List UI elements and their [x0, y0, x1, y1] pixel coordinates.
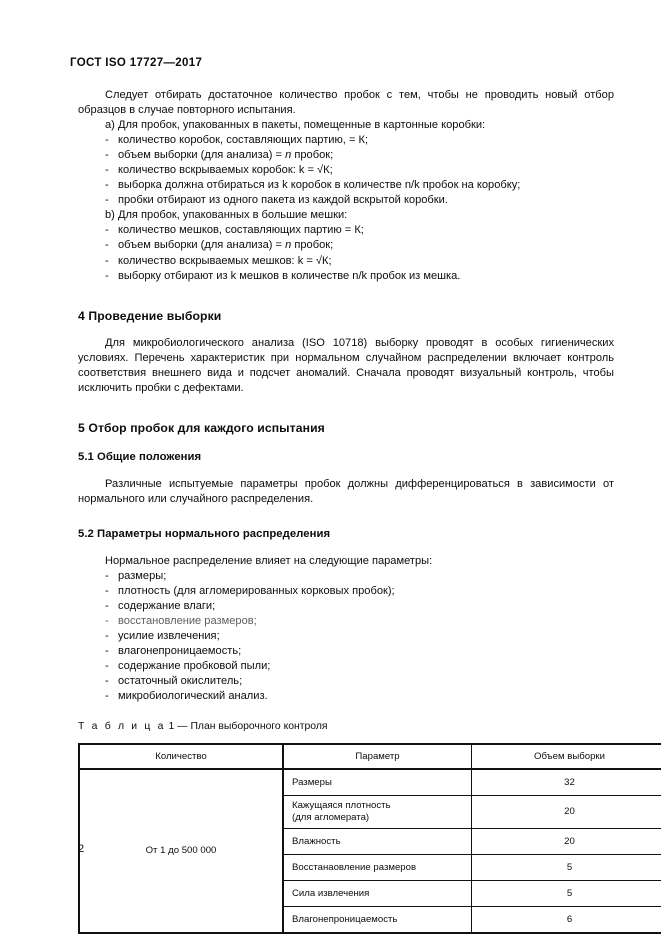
list-item-text: остаточный окислитель;	[118, 675, 243, 688]
list-item-text: влагонепроницаемость;	[118, 645, 242, 658]
section-5-2-parameter-list	[78, 569, 614, 704]
list-item-text: размеры;	[118, 569, 167, 582]
list-item-text: восстановление размеров;	[118, 615, 257, 628]
list-item-text: содержание пробковой пыли;	[118, 660, 271, 673]
section-5-2-heading: 5.2 Параметры нормального распределения	[78, 527, 331, 540]
dash-bullet: -	[105, 239, 109, 252]
list-a-label: a) Для пробок, упакованных в пакеты, помещенные в картонные коробки:	[105, 119, 486, 132]
dash-bullet: -	[105, 645, 109, 658]
table-caption-label: Т а б л и ц а	[78, 721, 166, 733]
list-item-text: выборку отбирают из k мешков в количестве n/k пробок из мешка.	[118, 269, 461, 282]
list-item	[78, 163, 614, 178]
table-header	[79, 744, 661, 769]
dash-bullet: -	[105, 179, 109, 192]
cell-sample-size: 6	[472, 907, 661, 934]
cell-sample-size: 20	[472, 796, 661, 829]
list-item-text: количество вскрываемых мешков: k = √К;	[118, 254, 332, 267]
dash-bullet: -	[105, 254, 109, 267]
list-item	[78, 629, 614, 644]
cell-parameter: Влагонепроницаемость	[283, 907, 472, 934]
column-header-sample-size: Объем выборки	[472, 744, 661, 769]
dash-bullet: -	[105, 630, 109, 643]
table-body	[79, 769, 661, 933]
list-item-text: количество вскрываемых коробок: k = √К;	[118, 164, 333, 177]
cell-parameter: Восстанаовление размеров	[283, 855, 472, 881]
list-item	[78, 148, 614, 163]
section-4-heading: 4 Проведение выборки	[78, 308, 222, 323]
dash-bullet: -	[105, 569, 109, 582]
dash-bullet: -	[105, 615, 109, 628]
list-item-text: микробиологический анализ.	[118, 690, 268, 703]
list-item-text: количество коробок, составляющих партию, = К;	[118, 134, 369, 147]
list-item	[78, 223, 614, 238]
dash-bullet: -	[105, 224, 109, 237]
dash-bullet: -	[105, 690, 109, 703]
list-item-text: содержание влаги;	[118, 600, 216, 613]
list-b-label: b) Для пробок, упакованных в большие мешки:	[105, 209, 348, 222]
dash-bullet: -	[105, 149, 109, 162]
list-item	[78, 569, 614, 584]
list-item	[78, 674, 614, 689]
list-item-text: выборка должна отбираться из k коробок в количестве n/k пробок на коробку;	[118, 179, 521, 192]
list-item	[78, 659, 614, 674]
cell-sample-size: 20	[472, 829, 661, 855]
document-header-standard-number: ГОСТ ISO 17727—2017	[70, 57, 203, 69]
list-item-text: количество мешков, составляющих партию = К;	[118, 224, 364, 237]
cell-sample-size: 32	[472, 769, 661, 796]
list-item	[78, 584, 614, 599]
section-4-paragraph: Для микробиологического анализа (ISO 10718) выборку проводят в особых гигиенических условиях. Перечень характеристик при нормальном случайном распределении включает контроль соответствия внешнего вида и подсчет аномалий. Сначала проводят визуальный контроль, чтобы исключить пробки с дефектами.	[78, 336, 614, 394]
list-item-text: усилие извлечения;	[118, 630, 220, 643]
list-item	[78, 238, 614, 253]
intro-paragraph: Следует отбирать достаточное количество пробок с тем, чтобы не проводить новый отбор образцов в случае повторного испытания.	[78, 89, 614, 117]
cell-parameter-line2: (для агломерата)	[292, 812, 370, 824]
list-item	[78, 269, 614, 284]
dash-bullet: -	[105, 134, 109, 147]
dash-bullet: -	[105, 269, 109, 282]
table-row	[79, 769, 661, 796]
cell-quantity-range: От 1 до 500 000	[79, 769, 283, 933]
list-item	[78, 178, 614, 193]
section-5-heading: 5 Отбор пробок для каждого испытания	[78, 420, 325, 435]
list-item	[78, 689, 614, 704]
dash-bullet: -	[105, 675, 109, 688]
table-header-row	[79, 744, 661, 769]
list-item	[78, 599, 614, 614]
list-item	[78, 614, 614, 629]
list-item-text: пробки отбирают из одного пакета из каждой вскрытой коробки.	[118, 194, 448, 207]
list-a	[78, 133, 614, 208]
list-item-text: плотность (для агломерированных корковых пробок);	[118, 584, 395, 597]
cell-parameter-line1: Кажущаяся плотность	[292, 799, 391, 811]
list-b	[78, 223, 614, 283]
document-body	[78, 88, 614, 934]
list-item	[78, 193, 614, 208]
cell-sample-size: 5	[472, 855, 661, 881]
list-item-text: объем выборки (для анализа) = n пробок;	[118, 149, 334, 162]
section-5-1-heading: 5.1 Общие положения	[78, 450, 202, 463]
cell-sample-size: 5	[472, 881, 661, 907]
dash-bullet: -	[105, 584, 109, 597]
list-item	[78, 254, 614, 269]
cell-parameter: Сила извлечения	[283, 881, 472, 907]
section-5-2-intro: Нормальное распределение влияет на следующие параметры:	[105, 554, 433, 567]
page-number: 2	[78, 843, 85, 855]
table-sampling-plan	[78, 743, 661, 934]
dash-bullet: -	[105, 164, 109, 177]
column-header-parameter: Параметр	[283, 744, 472, 769]
cell-parameter	[283, 796, 472, 829]
dash-bullet: -	[105, 600, 109, 613]
dash-bullet: -	[105, 660, 109, 673]
list-item-text: объем выборки (для анализа) = n пробок;	[118, 239, 334, 252]
cell-parameter: Влажность	[283, 829, 472, 855]
table-caption-number: 1	[168, 721, 175, 733]
list-item	[78, 644, 614, 659]
dash-bullet: -	[105, 194, 109, 207]
table-caption-dash: —	[177, 721, 188, 733]
table-caption-title: План выборочного контроля	[190, 721, 328, 733]
table-1-caption	[78, 720, 614, 734]
section-5-1-paragraph: Различные испытуемые параметры пробок должны дифференцироваться в зависимости от нормального или случайного распределения.	[78, 477, 614, 505]
cell-parameter: Размеры	[283, 769, 472, 796]
column-header-quantity: Количество	[79, 744, 283, 769]
list-item	[78, 133, 614, 148]
